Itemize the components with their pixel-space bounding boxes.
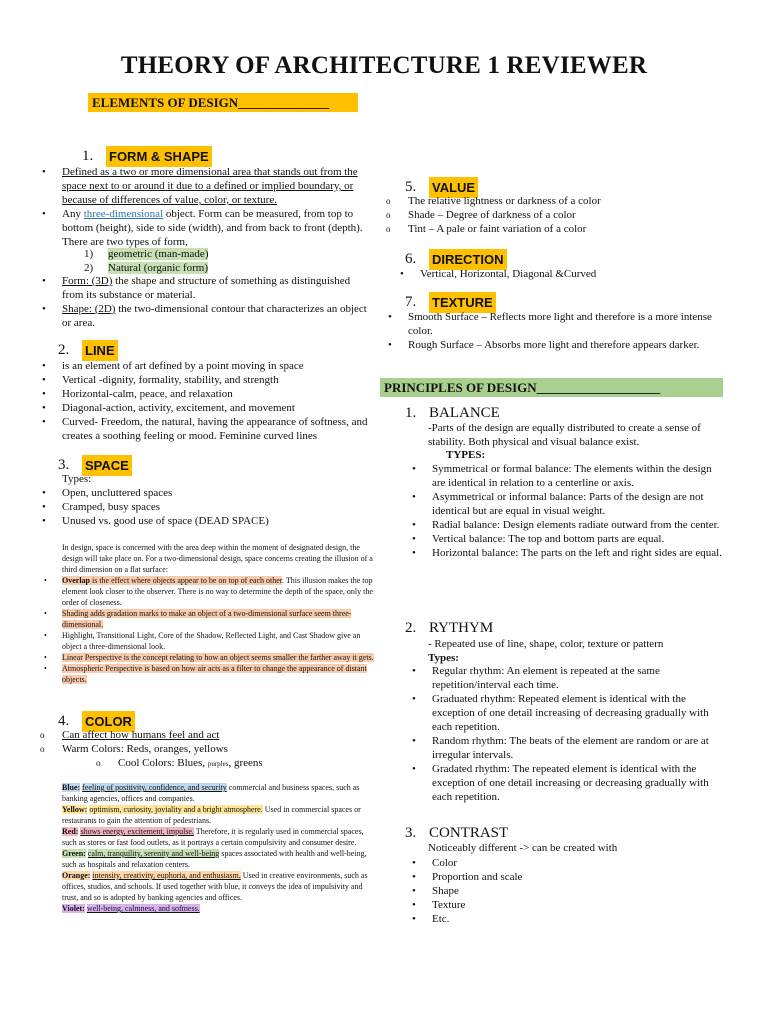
section-heading: FORM & SHAPE: [106, 146, 212, 167]
list-item: • Overlap is the effect where objects appear to be on top of each other. This illusion makes the top element look closer to the observer. There is no way to determine the depth of the space, only the order of closeness.: [38, 575, 374, 608]
elements-banner: ELEMENTS OF DESIGN______________: [88, 93, 358, 112]
list-item: • Regular rhythm: An element is repeated at the same repetition/interval each time.: [404, 664, 722, 692]
list-item: • Cramped, busy spaces: [34, 500, 374, 514]
list-item: • Vertical balance: The top and bottom parts are equal.: [404, 532, 722, 546]
section-heading: COLOR: [82, 711, 135, 732]
list-item: o Shade – Degree of darkness of a color: [380, 208, 740, 222]
section-form-shape: 1. FORM & SHAPE: [82, 146, 212, 167]
color-orange: Orange: intensity, creativity, euphoria, and enthusiasm. Used in creative environments, such as offices, studios, and schools. If used together with blue, it conveys the idea of impulsivity and trust, and so is adopted by banking agencies and offices.: [62, 871, 368, 902]
section-heading: SPACE: [82, 455, 132, 476]
section-direction: 6. DIRECTION: [405, 249, 507, 270]
section-heading: VALUE: [429, 177, 478, 198]
list-item: • Atmospheric Perspective is based on how air acts as a filter to change the appearance of distant objects.: [38, 663, 374, 685]
list-item: • Etc.: [404, 912, 722, 926]
section-space: 3. SPACE: [58, 455, 132, 476]
principles-banner: PRINCIPLES OF DESIGN___________________: [380, 378, 723, 397]
color-blue: Blue: feeling of positivity, confidence, and security commercial and business spaces, such as banking agencies, offices and companies.: [62, 783, 360, 803]
space-list: [34, 486, 374, 528]
list-item: o Tint – A pale or faint variation of a color: [380, 222, 740, 236]
space-types-label: Types:: [62, 473, 92, 485]
color-green: Green: calm, tranquility, serenity and well-being spaces associated with health and well-being, such as hospitals and relaxation centers.: [62, 849, 367, 869]
section-rhythm: 2. RYTHYM: [405, 620, 494, 636]
balance-desc: -Parts of the design are equally distributed to create a sense of stability. Both physical and visual balance exist.: [428, 422, 701, 448]
list-item: • Smooth Surface – Reflects more light and therefore is a more intense color.: [380, 310, 720, 338]
section-heading: LINE: [82, 340, 118, 361]
list-item: • Curved- Freedom, the natural, having the appearance of softness, and creates a soothing feeling or mood. Feminine curved lines: [34, 415, 374, 443]
balance-list: [404, 462, 722, 560]
color-red: Red: shows energy, excitement, impulse. Therefore, it is regularly used in commercial spaces, such as stores or fast food outlets, as it portrays a certain compulsivity and consumer desire.: [62, 827, 364, 847]
three-dimensional-link[interactable]: three-dimensional: [83, 208, 164, 220]
list-item: • Form: (3D) the shape and structure of something as distinguished from its substance or material.: [34, 274, 374, 302]
section-heading: RYTHYM: [429, 620, 494, 636]
section-texture: 7. TEXTURE: [405, 292, 496, 313]
list-item: • Graduated rhythm: Repeated element is identical with the exception of one detail increasing of decreasing gradually with each repetition.: [404, 692, 722, 734]
section-line: 2. LINE: [58, 340, 118, 361]
section-heading: DIRECTION: [429, 249, 507, 270]
list-item: • Shading adds gradation marks to make an object of a two-dimensional surface seem three-dimensional.: [38, 608, 374, 630]
list-item: • Linear Perspective is the concept relating to how an object seems smaller the farther away it gets.: [38, 652, 374, 663]
section-color: 4. COLOR: [58, 711, 135, 732]
list-item: • Gradated rhythm: The repeated element is identical with the exception of one detail increasing or decreasing gradually with each repetition.: [404, 762, 722, 804]
rhythm-list: [404, 664, 722, 804]
contrast-list: [404, 856, 722, 926]
line-list: [34, 359, 374, 443]
list-item: • Vertical, Horizontal, Diagonal &Curved: [392, 267, 742, 281]
contrast-desc: Noticeably different -> can be created with: [428, 842, 618, 854]
list-item: o Can affect how humans feel and act: [34, 728, 374, 742]
list-item: • Horizontal balance: The parts on the left and right sides are equal.: [404, 546, 722, 560]
list-item: • Asymmetrical or informal balance: Parts of the design are not identical but are equal in visual weight.: [404, 490, 722, 518]
list-item: o The relative lightness or darkness of a color: [380, 194, 740, 208]
list-item: • Horizontal-calm, peace, and relaxation: [34, 387, 374, 401]
list-item: • Proportion and scale: [404, 870, 722, 884]
rhythm-desc: - Repeated use of line, shape, color, texture or pattern: [428, 638, 664, 650]
list-item: • Any three-dimensional object. Form can be measured, from top to bottom (height), side to side (width), and from back to front (depth). There are two types of form,: [34, 207, 374, 249]
section-contrast: 3. CONTRAST: [405, 825, 509, 841]
list-item: o Cool Colors: Blues, purples, greens: [90, 756, 370, 771]
form-type-2: 2) Natural (organic form): [84, 262, 208, 274]
list-item: • is an element of art defined by a point moving in space: [34, 359, 374, 373]
texture-list: [380, 310, 720, 352]
color-violet: Violet: well-being, calmness, and softness.: [62, 904, 200, 913]
list-item: • Open, uncluttered spaces: [34, 486, 374, 500]
balance-types-label: TYPES:: [446, 449, 486, 461]
list-item: • Random rhythm: The beats of the element are random or are at irregular intervals.: [404, 734, 722, 762]
color-yellow: Yellow: optimism, curiosity, joviality and a bright atmosphere. Used in commercial spaces or restaurants to gain the attention of pedestrians.: [62, 805, 361, 825]
section-balance: 1. BALANCE: [405, 405, 500, 421]
list-item: • Shape: (2D) the two-dimensional contour that characterizes an object or area.: [34, 302, 374, 330]
space-paragraph: In design, space is concerned with the area deep within the moment of designated design, the design will take place on. For a two-dimensional design, space concerns creating the illusion of a third dimension on a flat surface:: [62, 543, 373, 574]
list-item: • Unused vs. good use of space (DEAD SPACE): [34, 514, 374, 528]
color-meanings: [62, 782, 374, 914]
form-list: [34, 165, 374, 249]
form-type-1: 1) geometric (man-made): [84, 248, 209, 260]
list-item: • Symmetrical or formal balance: The elements within the design are identical in relation to a centerline or axis.: [404, 462, 722, 490]
list-item: o Warm Colors: Reds, oranges, yellows: [34, 742, 374, 756]
list-item: • Shape: [404, 884, 722, 898]
color-sublist: [90, 756, 370, 771]
list-item: • Radial balance: Design elements radiate outward from the center.: [404, 518, 722, 532]
section-heading: TEXTURE: [429, 292, 496, 313]
list-item: • Highlight, Transitional Light, Core of the Shadow, Reflected Light, and Cast Shadow give an object a three-dimensional look.: [38, 630, 374, 652]
page-title: THEORY OF ARCHITECTURE 1 REVIEWER: [120, 52, 648, 79]
list-item: • Diagonal-action, activity, excitement, and movement: [34, 401, 374, 415]
color-list: [34, 728, 374, 756]
space-details: [38, 575, 374, 685]
section-heading: CONTRAST: [429, 825, 509, 841]
list-item: • Rough Surface – Absorbs more light and therefore appears darker.: [380, 338, 720, 352]
list-item: • Vertical -dignity, formality, stability, and strength: [34, 373, 374, 387]
section-value: 5. VALUE: [405, 177, 478, 198]
list-item: • Defined as a two or more dimensional area that stands out from the space next to or around it due to a defined or implied boundary, or because of differences of value, color, or texture.: [34, 165, 374, 207]
rhythm-types-label: Types:: [428, 652, 459, 664]
section-heading: BALANCE: [429, 405, 500, 421]
value-list: [380, 194, 740, 236]
direction-list: [392, 267, 742, 281]
form-list-2: [34, 274, 374, 330]
list-item: • Color: [404, 856, 722, 870]
list-item: • Texture: [404, 898, 722, 912]
